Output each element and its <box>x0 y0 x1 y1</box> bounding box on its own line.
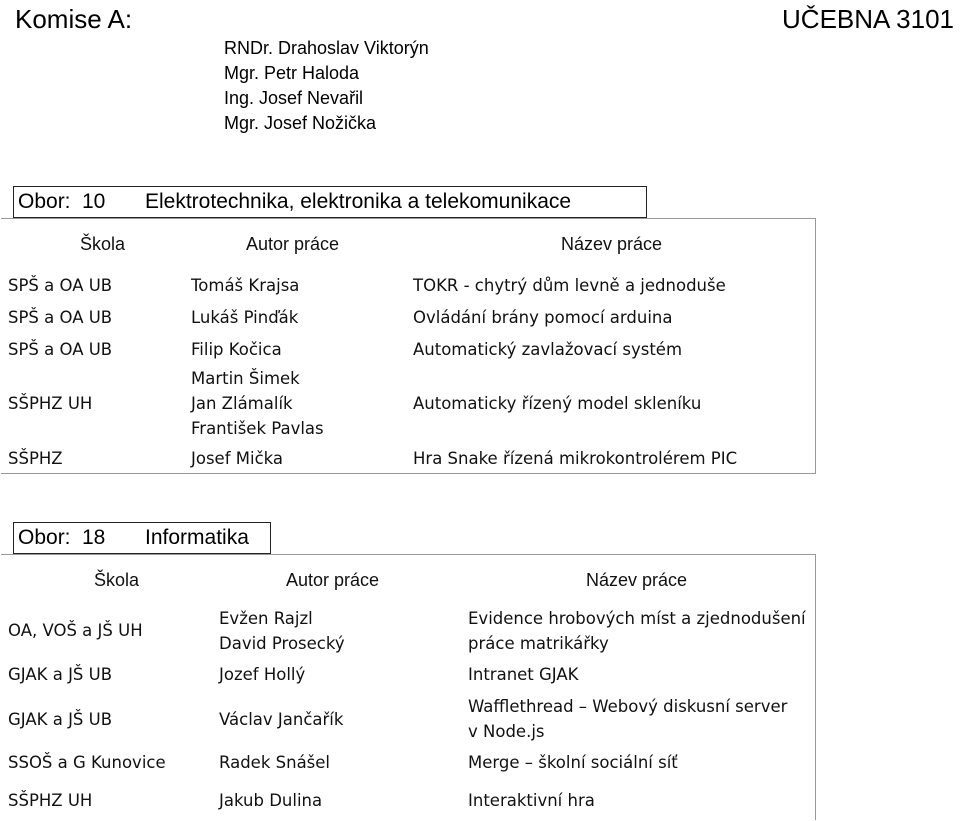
cell-school: GJAK a JŠ UB <box>8 710 113 729</box>
obor-label: Obor: <box>18 526 71 549</box>
obor-heading <box>13 186 647 218</box>
cell-school: SPŠ a OA UB <box>8 308 113 327</box>
column-header-title: Název práce <box>561 234 663 254</box>
obor-heading <box>13 522 271 554</box>
room-label: UČEBNA 3101 <box>782 4 954 34</box>
commission-title: Komise A: <box>15 4 133 34</box>
table-border <box>1 554 816 555</box>
column-header-author: Autor práce <box>286 570 380 590</box>
cell-author: Jozef Hollý <box>219 665 306 684</box>
cell-author: Jan Zlámalík <box>191 394 293 413</box>
commission-member: RNDr. Drahoslav Viktorýn <box>224 38 429 58</box>
cell-school: SPŠ a OA UB <box>8 340 113 359</box>
table-border <box>1 473 816 474</box>
cell-title: Interaktivní hra <box>468 791 595 810</box>
table-border <box>815 218 816 474</box>
cell-author: David Prosecký <box>219 634 345 653</box>
column-header-school: Škola <box>80 234 126 254</box>
cell-title: TOKR - chytrý dům levně a jednoduše <box>413 276 726 295</box>
cell-author: Evžen Rajzl <box>219 609 313 628</box>
obor-name: Elektrotechnika, elektronika a telekomunikace <box>145 190 572 213</box>
commission-member: Mgr. Petr Haloda <box>224 63 360 83</box>
cell-title: Merge – školní sociální síť <box>468 753 678 772</box>
cell-school: SŠPHZ <box>8 449 63 468</box>
cell-school: OA, VOŠ a JŠ UH <box>8 621 143 640</box>
cell-title: práce matrikářky <box>468 634 609 653</box>
obor-number: 10 <box>82 190 106 213</box>
cell-title: Intranet GJAK <box>468 665 579 684</box>
cell-title: Hra Snake řízená mikrokontrolérem PIC <box>413 449 738 468</box>
cell-school: SPŠ a OA UB <box>8 276 113 295</box>
cell-author: Radek Snášel <box>219 753 331 772</box>
commission-member: Mgr. Josef Nožička <box>224 113 377 133</box>
column-header-school: Škola <box>94 570 140 590</box>
cell-author: Jakub Dulina <box>219 791 323 810</box>
cell-author: Lukáš Pinďák <box>191 308 299 327</box>
cell-author: Filip Kočica <box>191 340 282 359</box>
cell-title: v Node.js <box>468 722 545 741</box>
obor-name: Informatika <box>145 526 249 549</box>
cell-title: Ovládání brány pomocí arduina <box>413 308 673 327</box>
cell-title: Automatický zavlažovací systém <box>413 340 683 359</box>
cell-school: GJAK a JŠ UB <box>8 665 113 684</box>
cell-school: SSOŠ a G Kunovice <box>8 753 166 772</box>
table-border <box>1 218 816 219</box>
cell-author: Martin Šimek <box>191 369 300 388</box>
cell-school: SŠPHZ UH <box>8 791 93 810</box>
cell-author: František Pavlas <box>191 419 324 438</box>
column-header-title: Název práce <box>586 570 688 590</box>
cell-author: Václav Jančařík <box>219 710 344 729</box>
obor-number: 18 <box>82 526 106 549</box>
cell-title: Evidence hrobových míst a zjednodušení <box>468 609 806 628</box>
commission-member: Ing. Josef Nevařil <box>224 88 364 108</box>
cell-author: Josef Mička <box>191 449 284 468</box>
obor-label: Obor: <box>18 190 71 213</box>
cell-title: Wafflethread – Webový diskusní server <box>468 697 788 716</box>
table-border <box>815 554 816 820</box>
cell-school: SŠPHZ UH <box>8 394 93 413</box>
column-header-author: Autor práce <box>246 234 340 254</box>
cell-title: Automaticky řízený model skleníku <box>413 394 702 413</box>
cell-author: Tomáš Krajsa <box>191 276 300 295</box>
